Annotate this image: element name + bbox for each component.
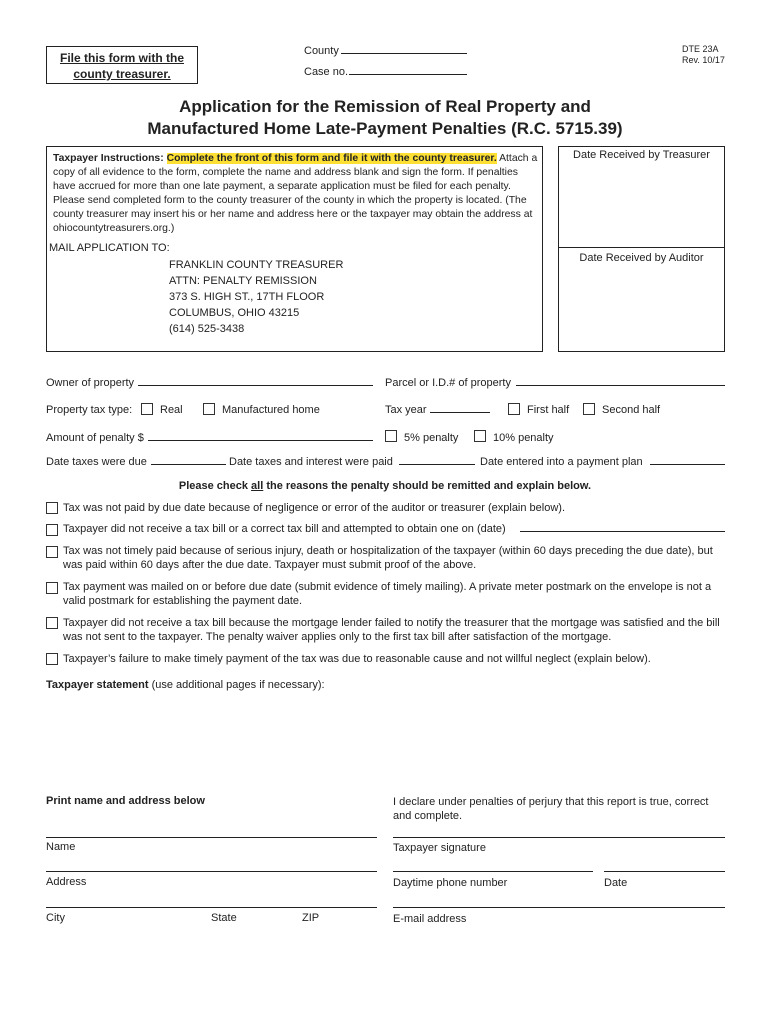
parcel-label: Parcel or I.D.# of property [385, 377, 511, 389]
address-line: (614) 525-3438 [169, 323, 245, 335]
print-name-label: Print name and address below [46, 795, 205, 807]
form-id: DTE 23A [682, 44, 719, 54]
reasons-intro-all: all [251, 480, 264, 492]
instructions-body: Attach a copy of all evidence to the form, complete the name and address blank and sign the form. If penalties have accrued for more than one late payment, a separate application must be filed for each penalty. Please send completed form to the county treasurer of the county in which the property is located. (The county treasurer may insert his or her name and address here or the taxpayer may obtain the address at ohiocountytreasurers.org.) [53, 153, 538, 234]
instructions-text [53, 152, 538, 236]
tax-year-label: Tax year [385, 404, 427, 416]
date-received-treasurer-label: Date Received by Treasurer [573, 149, 710, 161]
date-field[interactable] [604, 871, 725, 872]
date-plan-label: Date entered into a payment plan [480, 456, 643, 468]
name-label: Name [46, 841, 76, 853]
date-due-field[interactable] [151, 464, 226, 465]
instructions-lead: Taxpayer Instructions: [53, 153, 164, 164]
city-state-zip-field[interactable] [46, 907, 377, 908]
owner-field[interactable] [138, 385, 373, 386]
address-field[interactable] [46, 871, 377, 872]
parcel-field[interactable] [516, 385, 725, 386]
reason-checkbox-injury[interactable] [46, 546, 58, 558]
box-divider [559, 247, 724, 248]
mailing-address [169, 257, 343, 337]
file-with-treasurer-note [46, 46, 198, 84]
reason-mailed: Tax payment was mailed on or before due date (submit evidence of timely mailing). A private meter postmark on the envelope is not a valid postmark for establishing the payment date. [63, 581, 712, 607]
real-label: Real [160, 404, 183, 416]
date-label: Date [604, 877, 628, 889]
email-field[interactable] [393, 907, 725, 908]
reason-mortgage: Taxpayer did not receive a tax bill because the mortgage lender failed to notify the treasurer that the mortgage was satisfied and the bill was not sent to the taxpayer. The penalty waiver applies only to the first tax bill after satisfaction of the mortgage. [63, 617, 720, 643]
address-line: ATTN: PENALTY REMISSION [169, 275, 317, 287]
amount-field[interactable] [148, 440, 373, 441]
owner-label: Owner of property [46, 377, 135, 389]
statement-label [46, 679, 325, 691]
tax-year-field[interactable] [430, 412, 490, 413]
date-paid-label: Date taxes and interest were paid [229, 456, 393, 468]
reason-injury: Tax was not timely paid because of serious injury, death or hospitalization of the taxpayer (within 60 days preceding the due date), but was paid within 60 days after the due date. Taxpayer must submit proof of the above. [63, 545, 713, 571]
instructions-box [46, 146, 543, 352]
page-title [0, 96, 770, 140]
reason-checkbox-mortgage[interactable] [46, 617, 58, 629]
form-revision: Rev. 10/17 [682, 55, 725, 65]
title-line2: Manufactured Home Late-Payment Penalties (R.C. 5715.39) [147, 119, 623, 138]
first-half-label: First half [527, 404, 570, 416]
address-label: Address [46, 876, 87, 888]
address-line: COLUMBUS, OHIO 43215 [169, 307, 300, 319]
reason-checkbox-no-bill[interactable] [46, 524, 58, 536]
case-label: Case no. [304, 66, 349, 78]
signature-label: Taxpayer signature [393, 842, 486, 854]
statement-note: (use additional pages if necessary): [148, 679, 325, 691]
address-line: FRANKLIN COUNTY TREASURER [169, 259, 344, 271]
five-percent-checkbox[interactable] [385, 430, 397, 442]
perjury-declaration: I declare under penalties of perjury that this report is true, correct and complete. [393, 796, 709, 822]
second-half-label: Second half [602, 404, 661, 416]
date-paid-field[interactable] [399, 464, 475, 465]
statement-label-bold: Taxpayer statement [46, 679, 149, 691]
phone-field[interactable] [393, 871, 593, 872]
reason-checkbox-mailed[interactable] [46, 582, 58, 594]
statement-textarea[interactable] [46, 696, 725, 786]
reasons-intro-pre: Please check [178, 480, 252, 492]
date-due-label: Date taxes were due [46, 456, 147, 468]
signature-field[interactable] [393, 837, 725, 838]
manufactured-home-checkbox[interactable] [203, 403, 215, 415]
file-note-line1: File this form with the [59, 51, 184, 65]
no-bill-date-field[interactable] [520, 531, 725, 532]
reason-negligence: Tax was not paid by due date because of negligence or error of the auditor or treasurer (explain below). [63, 502, 566, 514]
state-label: State [211, 912, 237, 924]
date-plan-field[interactable] [650, 464, 725, 465]
case-field[interactable] [349, 74, 467, 75]
phone-label: Daytime phone number [393, 877, 508, 889]
first-half-checkbox[interactable] [508, 403, 520, 415]
amount-label: Amount of penalty $ [46, 432, 144, 444]
reason-checkbox-reasonable-cause[interactable] [46, 653, 58, 665]
reason-reasonable-cause: Taxpayer’s failure to make timely payment of the tax was due to reasonable cause and not willful neglect (explain below). [63, 653, 651, 665]
address-line: 373 S. HIGH ST., 17TH FLOOR [169, 291, 325, 303]
reason-no-bill: Taxpayer did not receive a tax bill or a correct tax bill and attempted to obtain one on (date) [63, 523, 506, 535]
ten-percent-checkbox[interactable] [474, 430, 486, 442]
reason-checkbox-negligence[interactable] [46, 502, 58, 514]
county-label: County [304, 45, 339, 57]
manufactured-home-label: Manufactured home [222, 404, 320, 416]
city-label: City [46, 912, 65, 924]
ten-percent-label: 10% penalty [493, 432, 554, 444]
instructions-highlight: Complete the front of this form and file it with the county treasurer. [166, 153, 497, 164]
date-received-boxes [558, 146, 725, 352]
email-label: E-mail address [393, 913, 467, 925]
reasons-intro [0, 480, 770, 492]
reasons-intro-post: the reasons the penalty should be remitted and explain below. [263, 480, 592, 492]
name-field[interactable] [46, 837, 377, 838]
five-percent-label: 5% penalty [404, 432, 459, 444]
second-half-checkbox[interactable] [583, 403, 595, 415]
real-checkbox[interactable] [141, 403, 153, 415]
file-note-line2: county treasurer. [73, 67, 171, 81]
tax-type-label: Property tax type: [46, 404, 133, 416]
county-field[interactable] [341, 53, 467, 54]
title-line1: Application for the Remission of Real Property and [179, 97, 591, 116]
date-received-auditor-label: Date Received by Auditor [579, 252, 704, 264]
zip-label: ZIP [302, 912, 320, 924]
mail-label: MAIL APPLICATION TO: [49, 242, 170, 254]
